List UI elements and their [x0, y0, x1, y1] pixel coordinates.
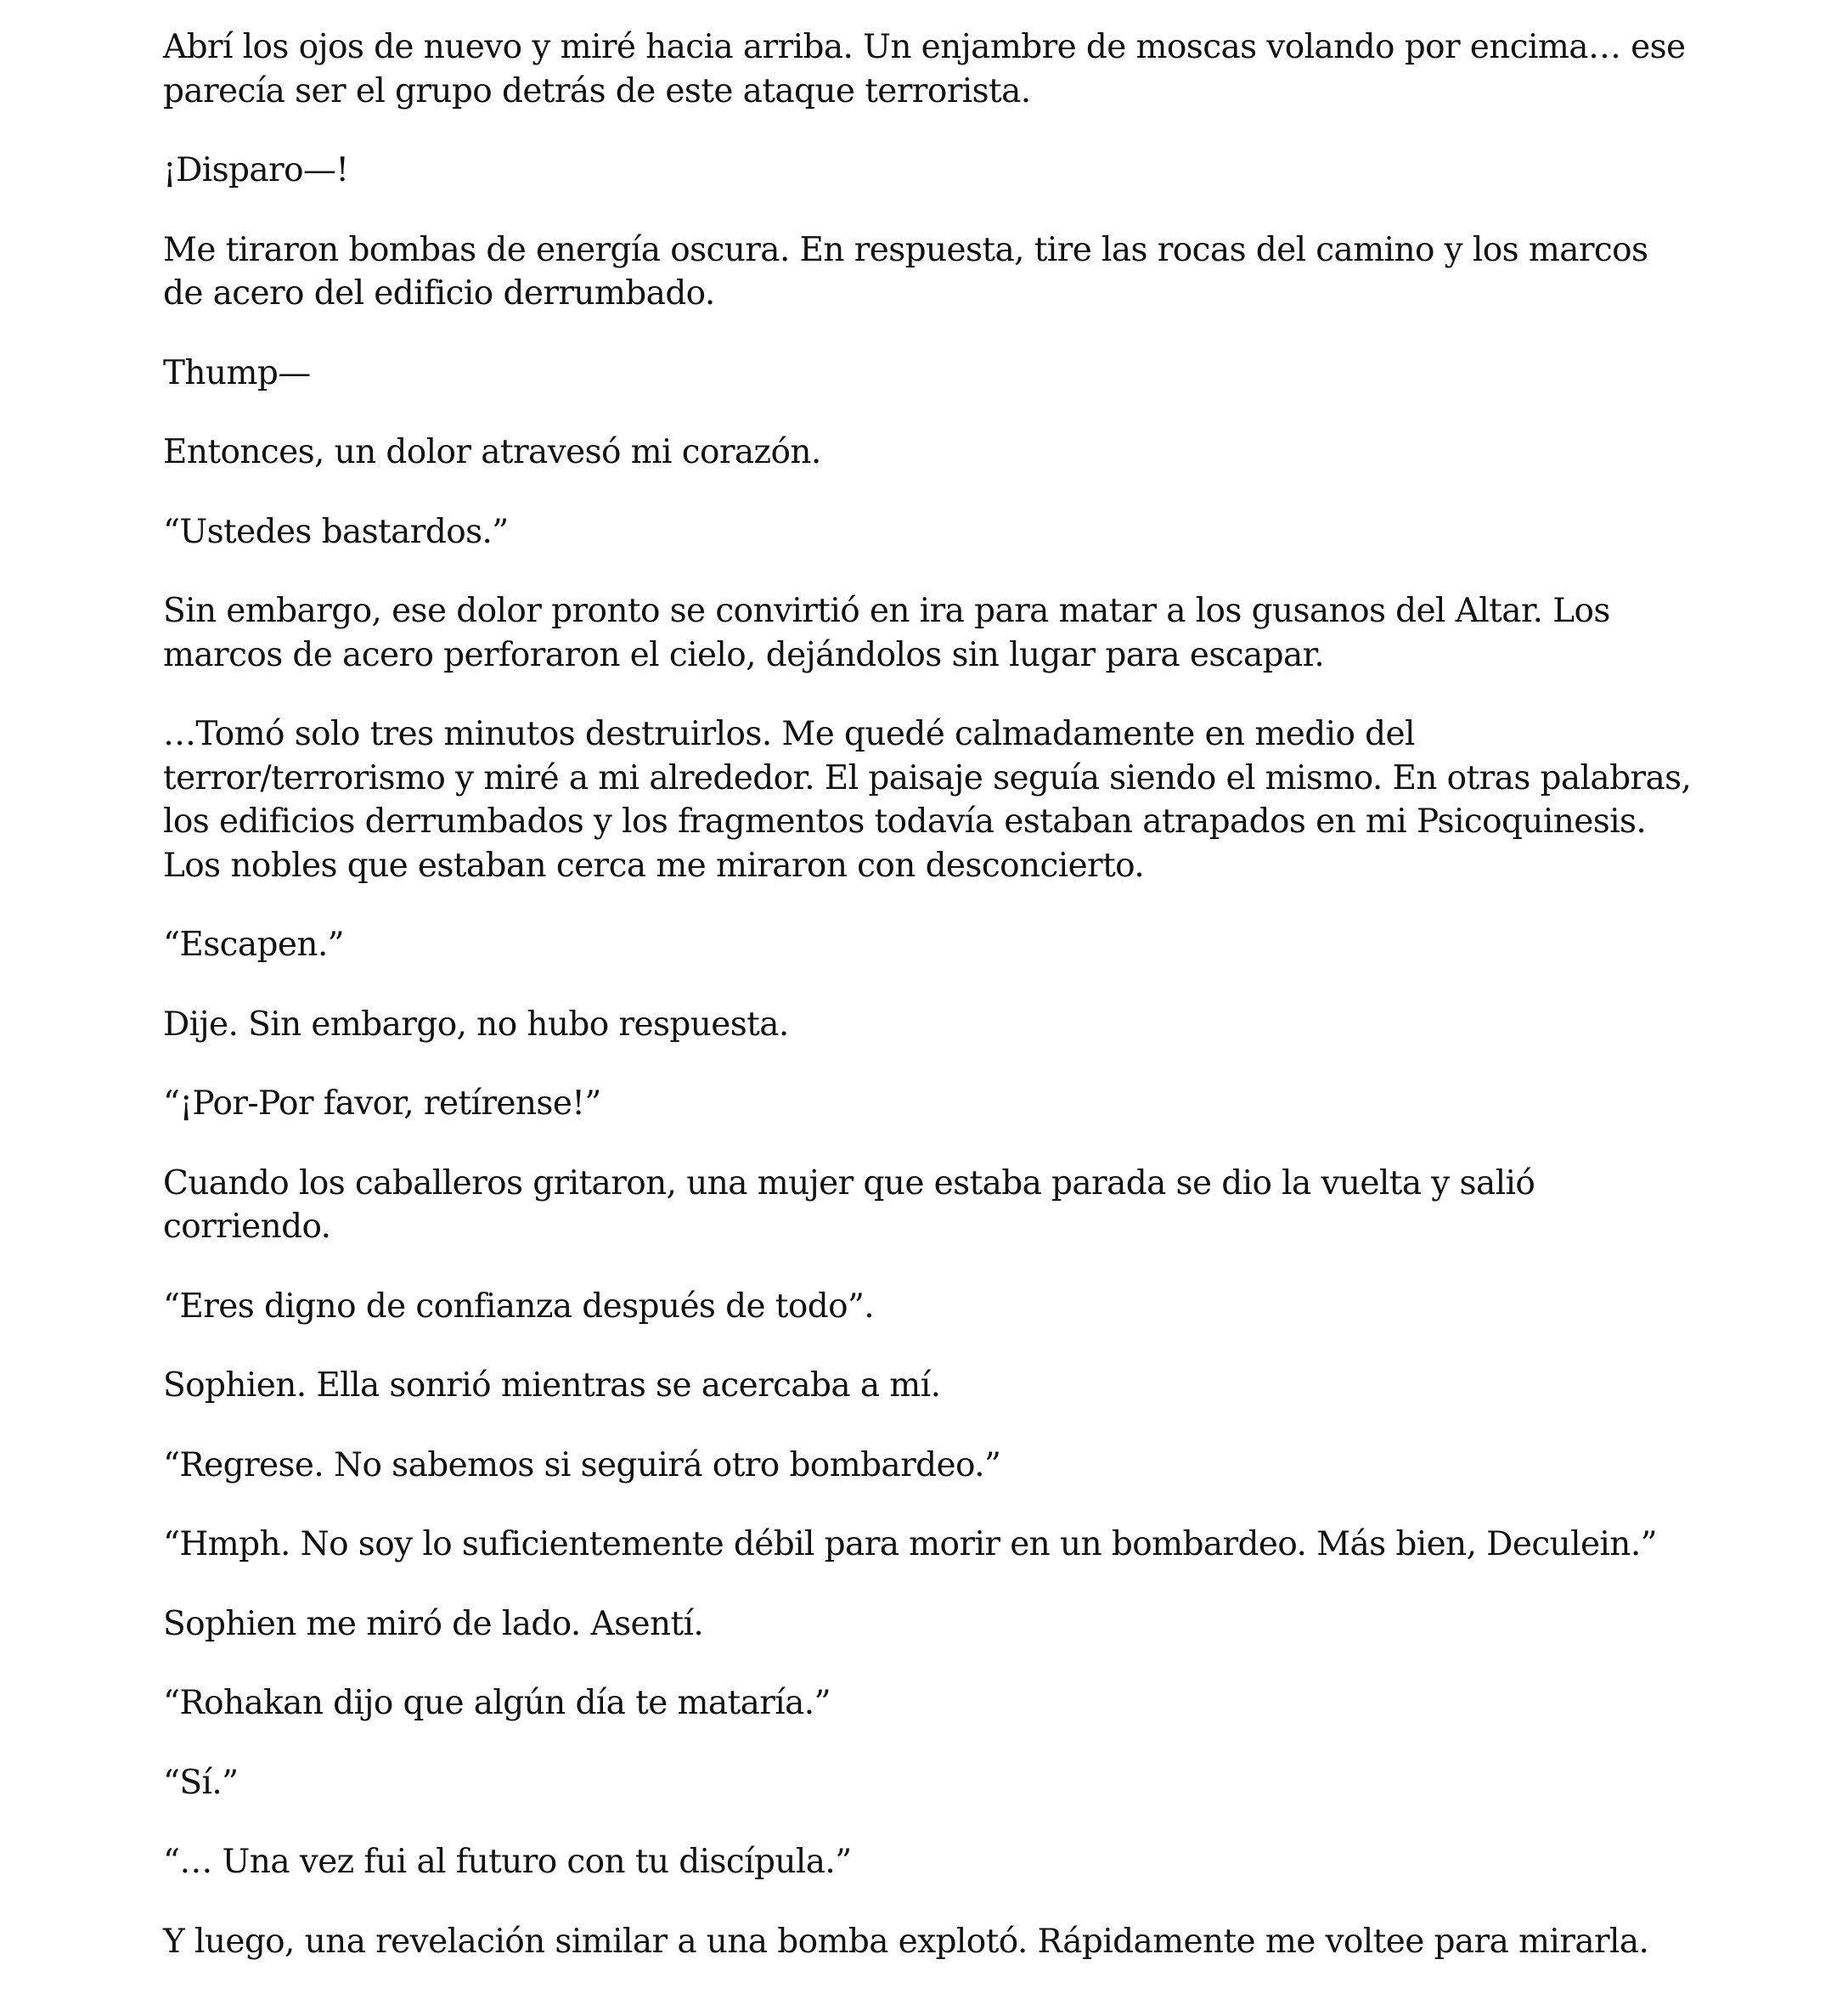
paragraph: Abrí los ojos de nuevo y miré hacia arriba. Un enjambre de moscas volando por encima… ese parecía ser el grupo detrás de este ataque terrorista.: [163, 28, 1686, 110]
paragraph: Thump—: [163, 353, 311, 392]
paragraph: “Ustedes bastardos.”: [163, 512, 509, 551]
paragraph: “Regrese. No sabemos si seguirá otro bombardeo.”: [163, 1445, 1001, 1484]
paragraph: “… Una vez fui al futuro con tu discípula.”: [163, 1843, 852, 1881]
paragraph: …Tomó solo tres minutos destruirlos. Me quedé calmadamente en medio del terror/terrorismo y miré a mi alrededor. El paisaje seguía siendo el mismo. En otras palabras, los edificios derrumbados y los fragmentos todavía estaban atrapados en mi Psicoquinesis. Los nobles que estaban cerca me miraron con desconcierto.: [163, 715, 1692, 885]
paragraph: “Sí.”: [163, 1763, 239, 1802]
paragraph: Sin embargo, ese dolor pronto se convirtió en ira para matar a los gusanos del Altar. Los marcos de acero perforaron el cielo, dejándolos sin lugar para escapar.: [163, 592, 1610, 674]
paragraph: Sophien. Ella sonrió mientras se acercaba a mí.: [163, 1366, 941, 1405]
paragraph: “Eres digno de confianza después de todo”.: [163, 1287, 875, 1326]
paragraph: “Rohakan dijo que algún día te mataría.”: [163, 1684, 831, 1722]
paragraph: “Escapen.”: [163, 926, 345, 964]
paragraph: Dije. Sin embargo, no hubo respuesta.: [163, 1005, 789, 1044]
paragraph: Entonces, un dolor atravesó mi corazón.: [163, 433, 821, 471]
paragraph: Y luego, una revelación similar a una bomba explotó. Rápidamente me voltee para mirarla.: [163, 1922, 1649, 1961]
paragraph: “¡Por-Por favor, retírense!”: [163, 1084, 601, 1123]
paragraph: Cuando los caballeros gritaron, una mujer que estaba parada se dio la vuelta y salió corriendo.: [163, 1163, 1535, 1246]
paragraph: Sophien me miró de lado. Asentí.: [163, 1604, 704, 1643]
paragraph: ¡Disparo—!: [163, 151, 349, 189]
paragraph: “Hmph. No soy lo suficientemente débil para morir en un bombardeo. Más bien, Deculein.”: [163, 1525, 1657, 1563]
paragraph: Me tiraron bombas de energía oscura. En respuesta, tire las rocas del camino y los marcos de acero del edificio derrumbado.: [163, 230, 1648, 313]
